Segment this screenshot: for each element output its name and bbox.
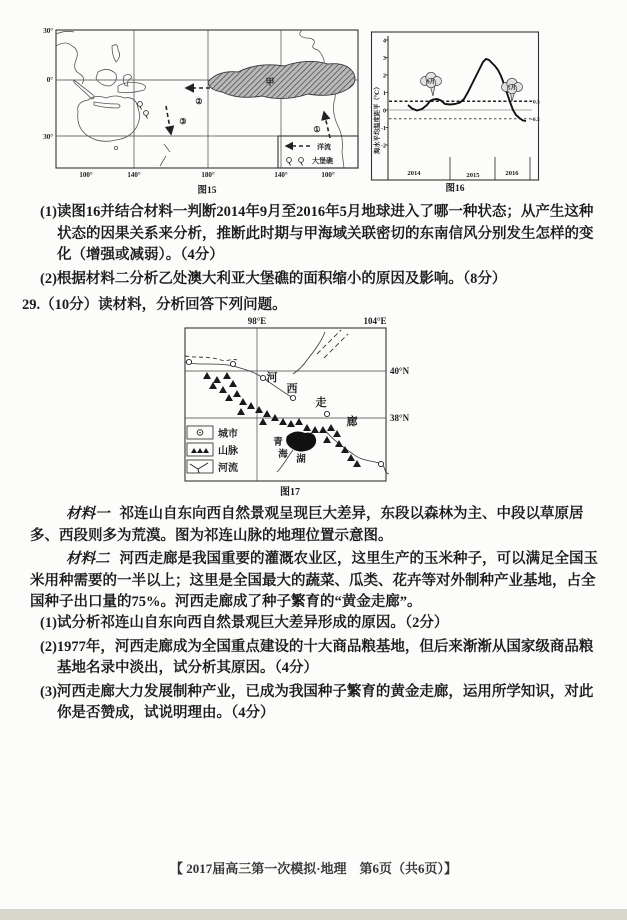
year-2014-label: 2014 (407, 170, 421, 177)
scan-edge (0, 909, 627, 920)
bubble-sep-2014-label: 9月 (426, 79, 436, 86)
figure-17-hexi-corridor-map (177, 314, 412, 500)
legend-city-label: 城市 (218, 429, 238, 440)
q29-sub-1: (1)试分析祁连山自东向西自然景观巨大差异形成的原因。（2分） (40, 615, 449, 631)
ref-plus05-label: 0.5 (533, 99, 540, 106)
ytick-2: 2 (383, 73, 386, 80)
lake-char-qing: 青 (273, 438, 283, 448)
material-2 (30, 549, 606, 614)
ytick-1: 1 (383, 91, 386, 97)
figure17-caption: 图17 (280, 487, 300, 498)
material-2-label: 材料二 (66, 551, 110, 568)
arrow-2-label: ② (195, 97, 203, 106)
year-2015-label: 2015 (466, 172, 480, 179)
ytick-3: 3 (383, 56, 386, 62)
q28-items (30, 202, 606, 290)
q29-sub-2: (2)1977年，河西走廊成为全国重点建设的十大商品粮基地，但后来渐渐从国家级商品粮基地名录中淡出，试分析其原因。（4分） (40, 638, 594, 677)
lon-180-label: 180° (201, 171, 215, 179)
ref-minus05-label: -0.5 (531, 117, 540, 123)
lon-100w-label: 100° (321, 171, 335, 179)
q28-item-1: (1)读图16并结合材料一判断2014年9月至2016年5月地球进入了哪一种状态；从产生这种状态的因果关系来分析，推断此时期与甲海域关联密切的东南信风分别发生怎样的变化（增强或减弱）。（4分） (40, 204, 594, 264)
ytick-0: 0 (383, 108, 386, 115)
lon-140e-label: 140° (127, 171, 141, 179)
y-tick-labels (381, 39, 386, 150)
q29-subquestions (30, 613, 606, 725)
coastline-australia (78, 82, 170, 166)
qinghai-lake (286, 432, 316, 452)
q29-materials (30, 503, 606, 614)
chart-frame (372, 32, 539, 180)
lat-lon-labels (43, 27, 335, 179)
material-2-text: 河西走廊是我国重要的灌溉农业区，这里生产的玉米种子，可以满足全国玉米用种需要的一半以上；这里是全国最大的蔬菜、瓜类、花卉等对外制种产业基地，占全国种子出口量的75%。河西走廊成了种子繁育的“黄金走廊”。 (30, 551, 598, 611)
material-1 (30, 504, 606, 547)
lat-0-label: 0° (46, 76, 53, 84)
lon-140w-label: 140° (274, 171, 288, 179)
bubble-may-2016-label: 5月 (507, 85, 517, 92)
arrow-1-label: ① (313, 125, 321, 134)
legend-river-label: 河流 (218, 463, 238, 474)
lon-98e-label: 98°E (247, 316, 267, 326)
corridor-char-he: 河 (266, 372, 278, 384)
figure16-caption: 图16 (445, 184, 465, 194)
q29-header: 29.（10分）读材料，分析回答下列问题。 (22, 297, 287, 313)
ytick-4: 4 (383, 38, 386, 45)
corridor-char-lang: 廊 (346, 416, 358, 428)
figure-16-sst-chart (370, 26, 546, 194)
map-frame (56, 30, 358, 168)
page-footer: 【 2017届高三第一次模拟·地理 第6页（共6页）】 (169, 861, 458, 876)
lat-30n-label: 30° (43, 27, 53, 35)
lat-38n-label: 38°N (390, 413, 410, 423)
bubble-may-2016 (502, 78, 523, 101)
corridor-name-chars (267, 370, 358, 428)
year-labels (407, 170, 519, 179)
figure-15-pacific-map (26, 20, 368, 202)
bubble-sep-2014 (421, 72, 442, 96)
corridor-char-zou: 走 (315, 397, 327, 409)
region-jia-label: 甲 (265, 77, 275, 87)
lat-30s-label: 30° (43, 133, 53, 141)
y-axis-title: 海水平均温度距平（℃） (374, 83, 381, 154)
lon-104e-label: 104°E (363, 316, 387, 326)
lat-40n-label: 40°N (390, 366, 410, 376)
lon-100e-label: 100° (79, 171, 93, 179)
legend-reef-label: 大堡礁 (312, 157, 333, 165)
legend-mountain-label: 山脉 (218, 446, 238, 457)
corridor-char-xi: 西 (286, 383, 298, 395)
warm-water-region (208, 61, 355, 98)
lake-char-hai: 海 (278, 450, 288, 460)
year-2016-label: 2016 (505, 170, 519, 177)
material-1-text: 祁连山自东向西自然景观呈现巨大差异，东段以森林为主、中段以草原居多、西段则多为荒漠。图为祁连山脉的地理位置示意图。 (30, 506, 584, 544)
q29-sub-3: (3)河西走廊大力发展制种产业，已成为我国种子繁育的黄金走廊，运用所学知识，对此你是否赞成，试说明理由。（4分） (40, 683, 594, 722)
map-legend (278, 136, 358, 168)
ytick-neg2: -2 (381, 143, 386, 150)
lake-char-hu: 湖 (296, 455, 306, 465)
map-legend (187, 426, 239, 474)
material-1-label: 材料一 (66, 506, 110, 522)
ytick-neg1: -1 (381, 126, 386, 132)
legend-current-label: 洋流 (317, 143, 331, 151)
graticule (56, 30, 358, 168)
arrow-3-label: ③ (179, 117, 187, 126)
q28-item-2: (2)根据材料二分析乙处澳大利亚大堡礁的面积缩小的原因及影响。（8分） (40, 270, 507, 287)
figure15-caption: 图15 (197, 186, 217, 196)
